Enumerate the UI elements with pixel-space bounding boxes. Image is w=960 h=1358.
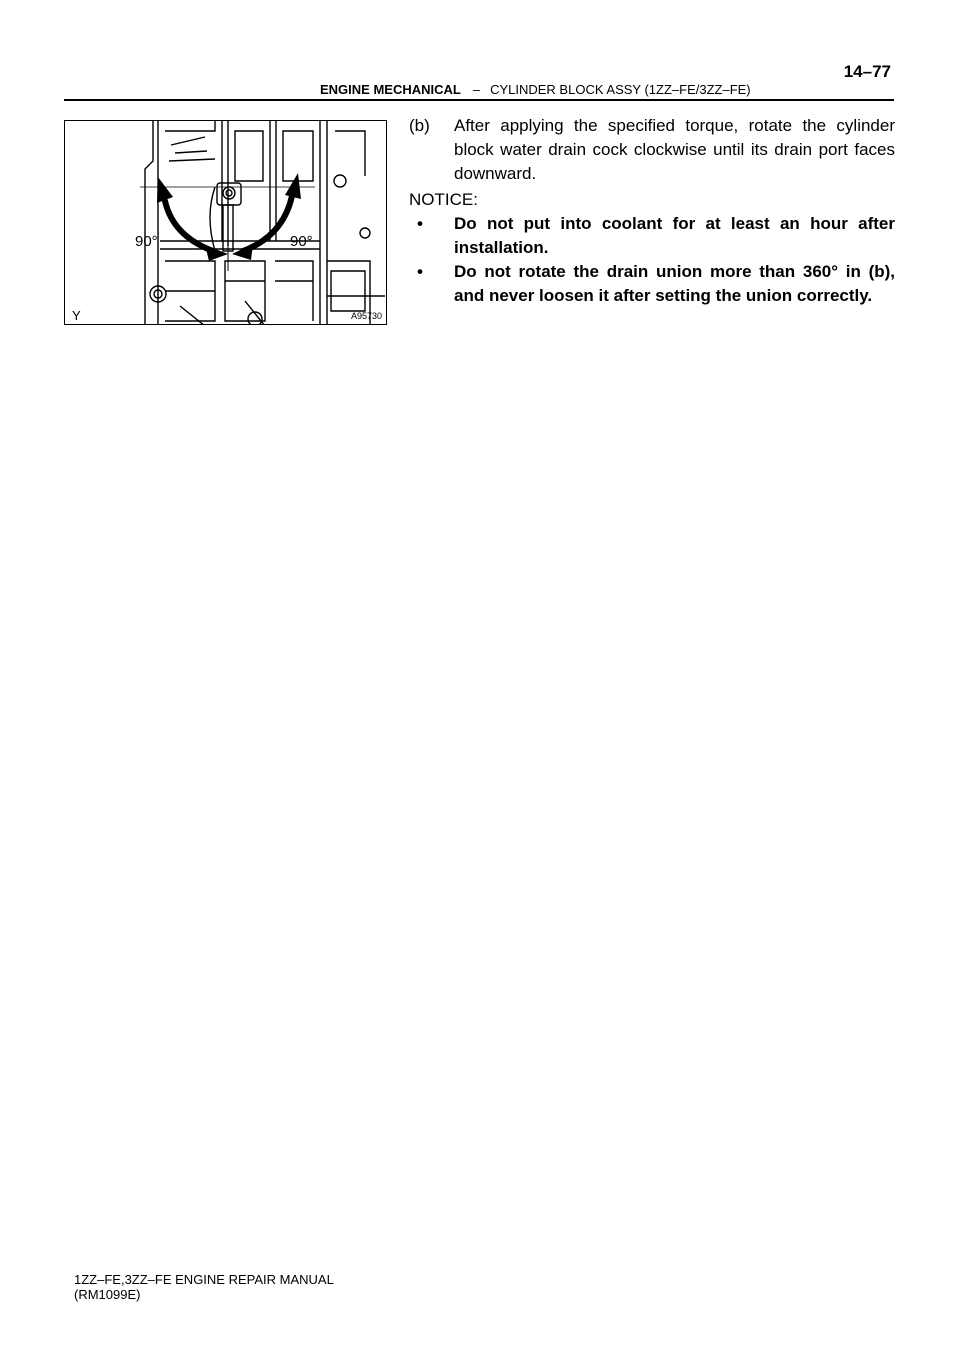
header-rule — [64, 99, 894, 101]
instruction-text — [409, 114, 895, 308]
angle-label-right: 90° — [290, 233, 313, 250]
page-header — [64, 62, 894, 102]
bullet: • — [417, 262, 423, 281]
bullet: • — [417, 214, 423, 233]
manual-title: 1ZZ–FE,3ZZ–FE ENGINE REPAIR MANUAL — [74, 1272, 334, 1287]
page-number: 14–77 — [843, 62, 891, 81]
step-text: After applying the specified torque, rotate the cylinder block water drain cock clockwise until its drain port faces downward. — [454, 116, 895, 183]
notice-item — [409, 212, 895, 260]
notice-title: NOTICE: — [409, 190, 478, 209]
drain-cock-illustration — [64, 120, 387, 325]
engine-block-drawing — [65, 121, 387, 325]
section-title — [320, 82, 751, 97]
notice-text: Do not rotate the drain union more than 360° in (b), and never loosen it after setting the union correctly. — [454, 262, 895, 305]
section-separator: – — [472, 82, 481, 97]
section-name: ENGINE MECHANICAL — [320, 82, 461, 97]
figure-corner-mark: Y — [72, 308, 81, 323]
subsection-name: CYLINDER BLOCK ASSY (1ZZ–FE/3ZZ–FE) — [490, 82, 751, 97]
step-b — [409, 114, 895, 186]
page-footer — [74, 1272, 334, 1302]
notice-item — [409, 260, 895, 308]
step-id: (b) — [409, 116, 430, 135]
figure-code: A95730 — [350, 311, 382, 321]
notice-text: Do not put into coolant for at least an hour after installation. — [454, 214, 895, 257]
angle-label-left: 90° — [135, 233, 158, 250]
manual-code: (RM1099E) — [74, 1287, 141, 1302]
